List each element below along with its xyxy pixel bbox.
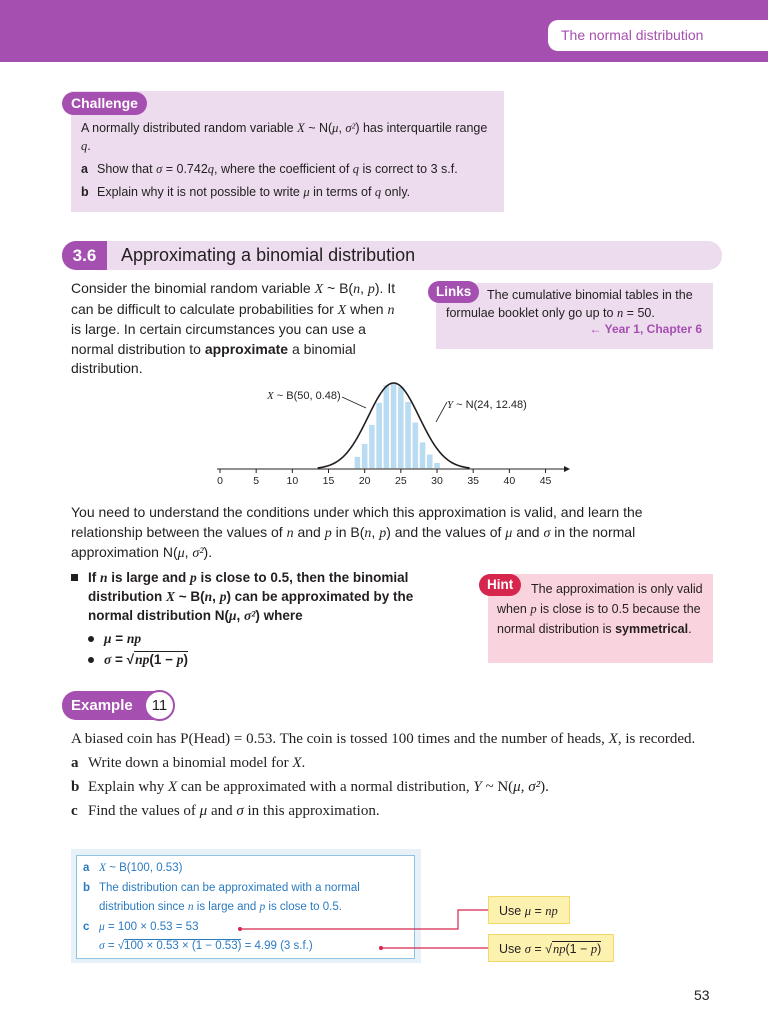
solution-a: [83, 859, 415, 879]
var: σ: [236, 803, 244, 819]
var: q: [207, 162, 215, 176]
var: X: [292, 755, 302, 771]
text: ) can be approximated by the normal distribution N(: [88, 589, 414, 623]
chart-bar: [404, 401, 411, 469]
var: X: [99, 862, 107, 874]
sqrt-sign-icon: √: [126, 652, 135, 667]
text: is close to 0.5.: [265, 901, 342, 913]
var: p: [176, 652, 184, 667]
text: ) has interquartile range: [355, 121, 488, 135]
text: ). It can be difficult to calculate probabilities for: [71, 280, 396, 317]
bold-term: symmetrical: [615, 622, 689, 636]
var: n: [353, 282, 361, 297]
challenge-label: Challenge: [62, 92, 147, 115]
solution-text: [83, 859, 415, 957]
chart-bar: [368, 424, 375, 469]
var: p: [379, 525, 387, 541]
example-stem: [71, 729, 701, 749]
intro-paragraph: [71, 279, 401, 379]
text: ,: [184, 544, 193, 560]
var: p: [259, 901, 266, 913]
example-part-c: [71, 801, 701, 821]
x-tick-label: 15: [322, 475, 335, 487]
var: σ²: [345, 121, 356, 135]
text: is correct to 3 s.f.: [359, 162, 458, 176]
text: is close to 0.5, then the binomial distribution: [88, 570, 409, 604]
sqrt-sign-icon: √: [545, 942, 552, 956]
text: Explain why it is not possible to write: [97, 185, 304, 199]
var: p: [190, 570, 197, 585]
example-question: [71, 729, 701, 825]
text: .: [87, 139, 91, 153]
text: is close is to 0.5 because the normal distribution is: [497, 602, 701, 636]
x-axis-ticks: [217, 469, 551, 487]
conditions-paragraph: [71, 503, 671, 564]
text: ,: [371, 523, 380, 540]
text: (1 −: [149, 652, 177, 667]
var: n: [616, 306, 624, 320]
x-tick-label: 5: [253, 475, 260, 487]
page-number: 53: [694, 987, 710, 1003]
text: ~ B(: [323, 280, 354, 296]
var: Y: [447, 399, 454, 411]
var: X: [297, 121, 305, 135]
text: ) and the values of: [386, 523, 506, 540]
var: σ: [156, 162, 163, 176]
links-label: Links: [428, 281, 479, 303]
text: ,: [520, 779, 529, 795]
chart-bar: [433, 462, 440, 469]
var: np: [545, 904, 558, 918]
text: = 0.742: [162, 162, 208, 176]
text: = 100 × 0.53 = 53: [104, 920, 199, 933]
var: X: [166, 589, 176, 604]
var: σ: [99, 940, 105, 952]
text: .: [301, 755, 306, 771]
text: ~ B(50, 0.48): [273, 390, 341, 402]
var: np: [135, 652, 150, 667]
normal-label: [447, 399, 527, 411]
sqrt-argument: [134, 651, 188, 667]
example-label: Example: [71, 697, 133, 714]
text: The distribution can be approximated with a normal distribution since: [99, 881, 360, 913]
text: =: [104, 940, 118, 952]
var: q: [374, 185, 382, 199]
part-label: b: [81, 185, 89, 199]
text: ,: [212, 589, 220, 604]
var: μ: [199, 803, 208, 819]
chart-bar: [383, 384, 390, 469]
links-text: [446, 286, 708, 322]
text: ,: [360, 280, 368, 296]
solution-c-sd: [83, 937, 415, 957]
links-chapter-reference[interactable]: ← Year 1, Chapter 6: [589, 322, 702, 336]
var: p: [367, 282, 375, 297]
var: p: [324, 525, 332, 541]
x-tick-label: 10: [286, 475, 299, 487]
var: σ: [543, 525, 551, 541]
bold-term: approximate: [204, 340, 289, 357]
var: n: [187, 901, 194, 913]
text: A normally distributed random variable: [81, 121, 298, 135]
note-use-sd: [488, 934, 614, 962]
text: Consider the binomial random variable: [71, 280, 315, 296]
note-use-mean: [488, 896, 570, 924]
solution-c-mean: [83, 918, 415, 938]
text: ~ B(: [175, 589, 205, 604]
var: q: [81, 139, 88, 153]
x-tick-label: 35: [467, 475, 480, 487]
chart-bar: [397, 386, 404, 469]
var: X: [267, 390, 274, 402]
x-axis-arrow: [564, 466, 570, 472]
solution-b: [83, 879, 415, 918]
text: The cumulative binomial tables in the formulae booklet only go up to: [446, 288, 693, 320]
var: μ: [513, 779, 521, 795]
text: You need to understand the conditions under which this approximation is valid, and learn the relationship between the values of: [71, 504, 643, 540]
var: np: [553, 942, 566, 956]
chart-bars: [354, 383, 441, 469]
part-label: a: [81, 162, 88, 176]
chart-bar: [361, 443, 368, 469]
var: p: [530, 602, 537, 616]
formula-mean: [88, 628, 188, 649]
x-tick-label: 30: [431, 475, 443, 487]
text: =: [530, 942, 546, 956]
var: X: [608, 731, 618, 747]
challenge-body: [81, 119, 493, 206]
part-label: b: [83, 881, 91, 894]
x-tick-label: 40: [503, 475, 516, 487]
var: n: [100, 570, 108, 585]
text: If: [88, 570, 100, 585]
text: only.: [381, 185, 411, 199]
sqrt-sign-icon: √: [117, 940, 125, 952]
sqrt-argument: [552, 941, 601, 956]
part-label: a: [83, 862, 90, 874]
key-point-formulas: [88, 628, 188, 670]
chapter-title: The normal distribution: [561, 27, 704, 43]
text: in the normal approximation N(: [71, 523, 636, 560]
x-tick-label: 45: [539, 475, 552, 487]
chart-bar: [354, 456, 361, 469]
part-label: c: [71, 803, 78, 819]
challenge-intro: [81, 119, 493, 155]
var: σ²: [192, 546, 204, 561]
chart-bar: [412, 422, 419, 469]
text: can be approximated with a normal distribution,: [177, 779, 474, 795]
text: a binomial distribution.: [71, 340, 356, 376]
section-title: Approximating a binomial distribution: [121, 245, 416, 265]
text: in terms of: [309, 185, 375, 199]
var: μ: [229, 608, 237, 623]
text: , where the coefficient of: [214, 162, 353, 176]
chart-bar: [376, 402, 383, 469]
text: Find the values of: [88, 803, 200, 819]
binomial-normal-chart: [210, 378, 580, 490]
text: ,: [236, 608, 245, 623]
text: ,: [338, 121, 346, 135]
text: Show that: [97, 162, 157, 176]
challenge-part-a: [81, 160, 493, 178]
example-part-a: [71, 753, 701, 773]
text: =: [530, 904, 546, 918]
example-part-b: [71, 777, 701, 797]
binomial-label: [266, 390, 341, 402]
text: =: [111, 652, 127, 667]
example-number: 11: [144, 690, 175, 721]
text: Explain why: [88, 779, 168, 795]
text: and: [293, 523, 325, 540]
text: (1 −: [565, 942, 591, 956]
chart-bar: [426, 454, 433, 469]
var: μ: [104, 631, 112, 646]
text: in B(: [331, 523, 365, 540]
text: ~ B(100, 0.53): [106, 862, 183, 874]
sqrt-argument: 100 × 0.53 × (1 − 0.53): [124, 940, 242, 952]
text: and: [207, 803, 237, 819]
chart-bar: [419, 442, 426, 469]
binomial-label-leader: [342, 397, 366, 408]
text: ): [597, 942, 602, 956]
var: σ²: [244, 608, 256, 623]
text: ~ N(: [481, 779, 514, 795]
part-label: b: [71, 779, 80, 795]
text: and: [512, 523, 544, 540]
var: σ²: [528, 779, 541, 795]
var: n: [286, 525, 294, 541]
text: .: [688, 622, 692, 636]
text: , is recorded.: [617, 731, 696, 747]
text: ~ N(24, 12.48): [453, 399, 527, 411]
text: ).: [540, 779, 549, 795]
chart-bar: [390, 383, 397, 469]
text: in this approximation.: [243, 803, 380, 819]
text: = 50.: [623, 306, 655, 320]
hint-label: Hint: [479, 574, 521, 596]
key-point-text: [71, 568, 451, 625]
var: μ: [505, 525, 513, 541]
x-tick-label: 0: [217, 475, 223, 487]
var: μ: [332, 121, 339, 135]
text: Write down a binomial model for: [88, 755, 293, 771]
var: p: [590, 942, 598, 956]
x-tick-label: 25: [395, 475, 407, 487]
text: A biased coin has P(Head) = 0.53. The coin is tossed 100 times and the number of heads,: [71, 731, 609, 747]
chapter-title-tab: [548, 20, 768, 51]
text: Use: [499, 904, 525, 918]
part-label: c: [83, 920, 90, 933]
part-label: a: [71, 755, 79, 771]
var: n: [387, 302, 395, 318]
var: X: [168, 779, 178, 795]
challenge-part-b: [81, 183, 493, 201]
text: ).: [203, 544, 213, 560]
text: The approximation is only valid when: [497, 582, 703, 616]
var: μ: [524, 904, 531, 918]
var: X: [337, 302, 347, 318]
key-point: [71, 568, 451, 625]
text: ): [183, 652, 188, 667]
text: is large. In certain circumstances you can use a normal distribution to: [71, 321, 366, 357]
text: = 4.99 (3 s.f.): [241, 940, 313, 952]
var: p: [219, 589, 227, 604]
hint-text: [497, 579, 707, 639]
var: X: [314, 282, 324, 297]
var: σ: [524, 942, 531, 956]
normal-label-leader: [436, 402, 447, 422]
section-number: 3.6: [62, 241, 107, 270]
text: is large and: [107, 570, 191, 585]
x-tick-label: 20: [358, 475, 371, 487]
text: =: [111, 631, 127, 646]
text: Use: [499, 942, 525, 956]
var: n: [364, 525, 372, 541]
var: Y: [473, 779, 482, 795]
var: np: [126, 631, 142, 646]
var: n: [204, 589, 213, 604]
text: when: [346, 300, 388, 317]
var: μ: [177, 546, 185, 561]
text: is large and: [193, 901, 260, 913]
var: q: [352, 162, 360, 176]
var: μ: [303, 185, 310, 199]
key-point-bullet-icon: [71, 574, 78, 581]
var: μ: [99, 920, 105, 933]
var: σ: [104, 652, 112, 667]
text: ) where: [255, 608, 303, 623]
text: ~ N(: [304, 121, 333, 135]
formula-sd: [88, 649, 188, 670]
